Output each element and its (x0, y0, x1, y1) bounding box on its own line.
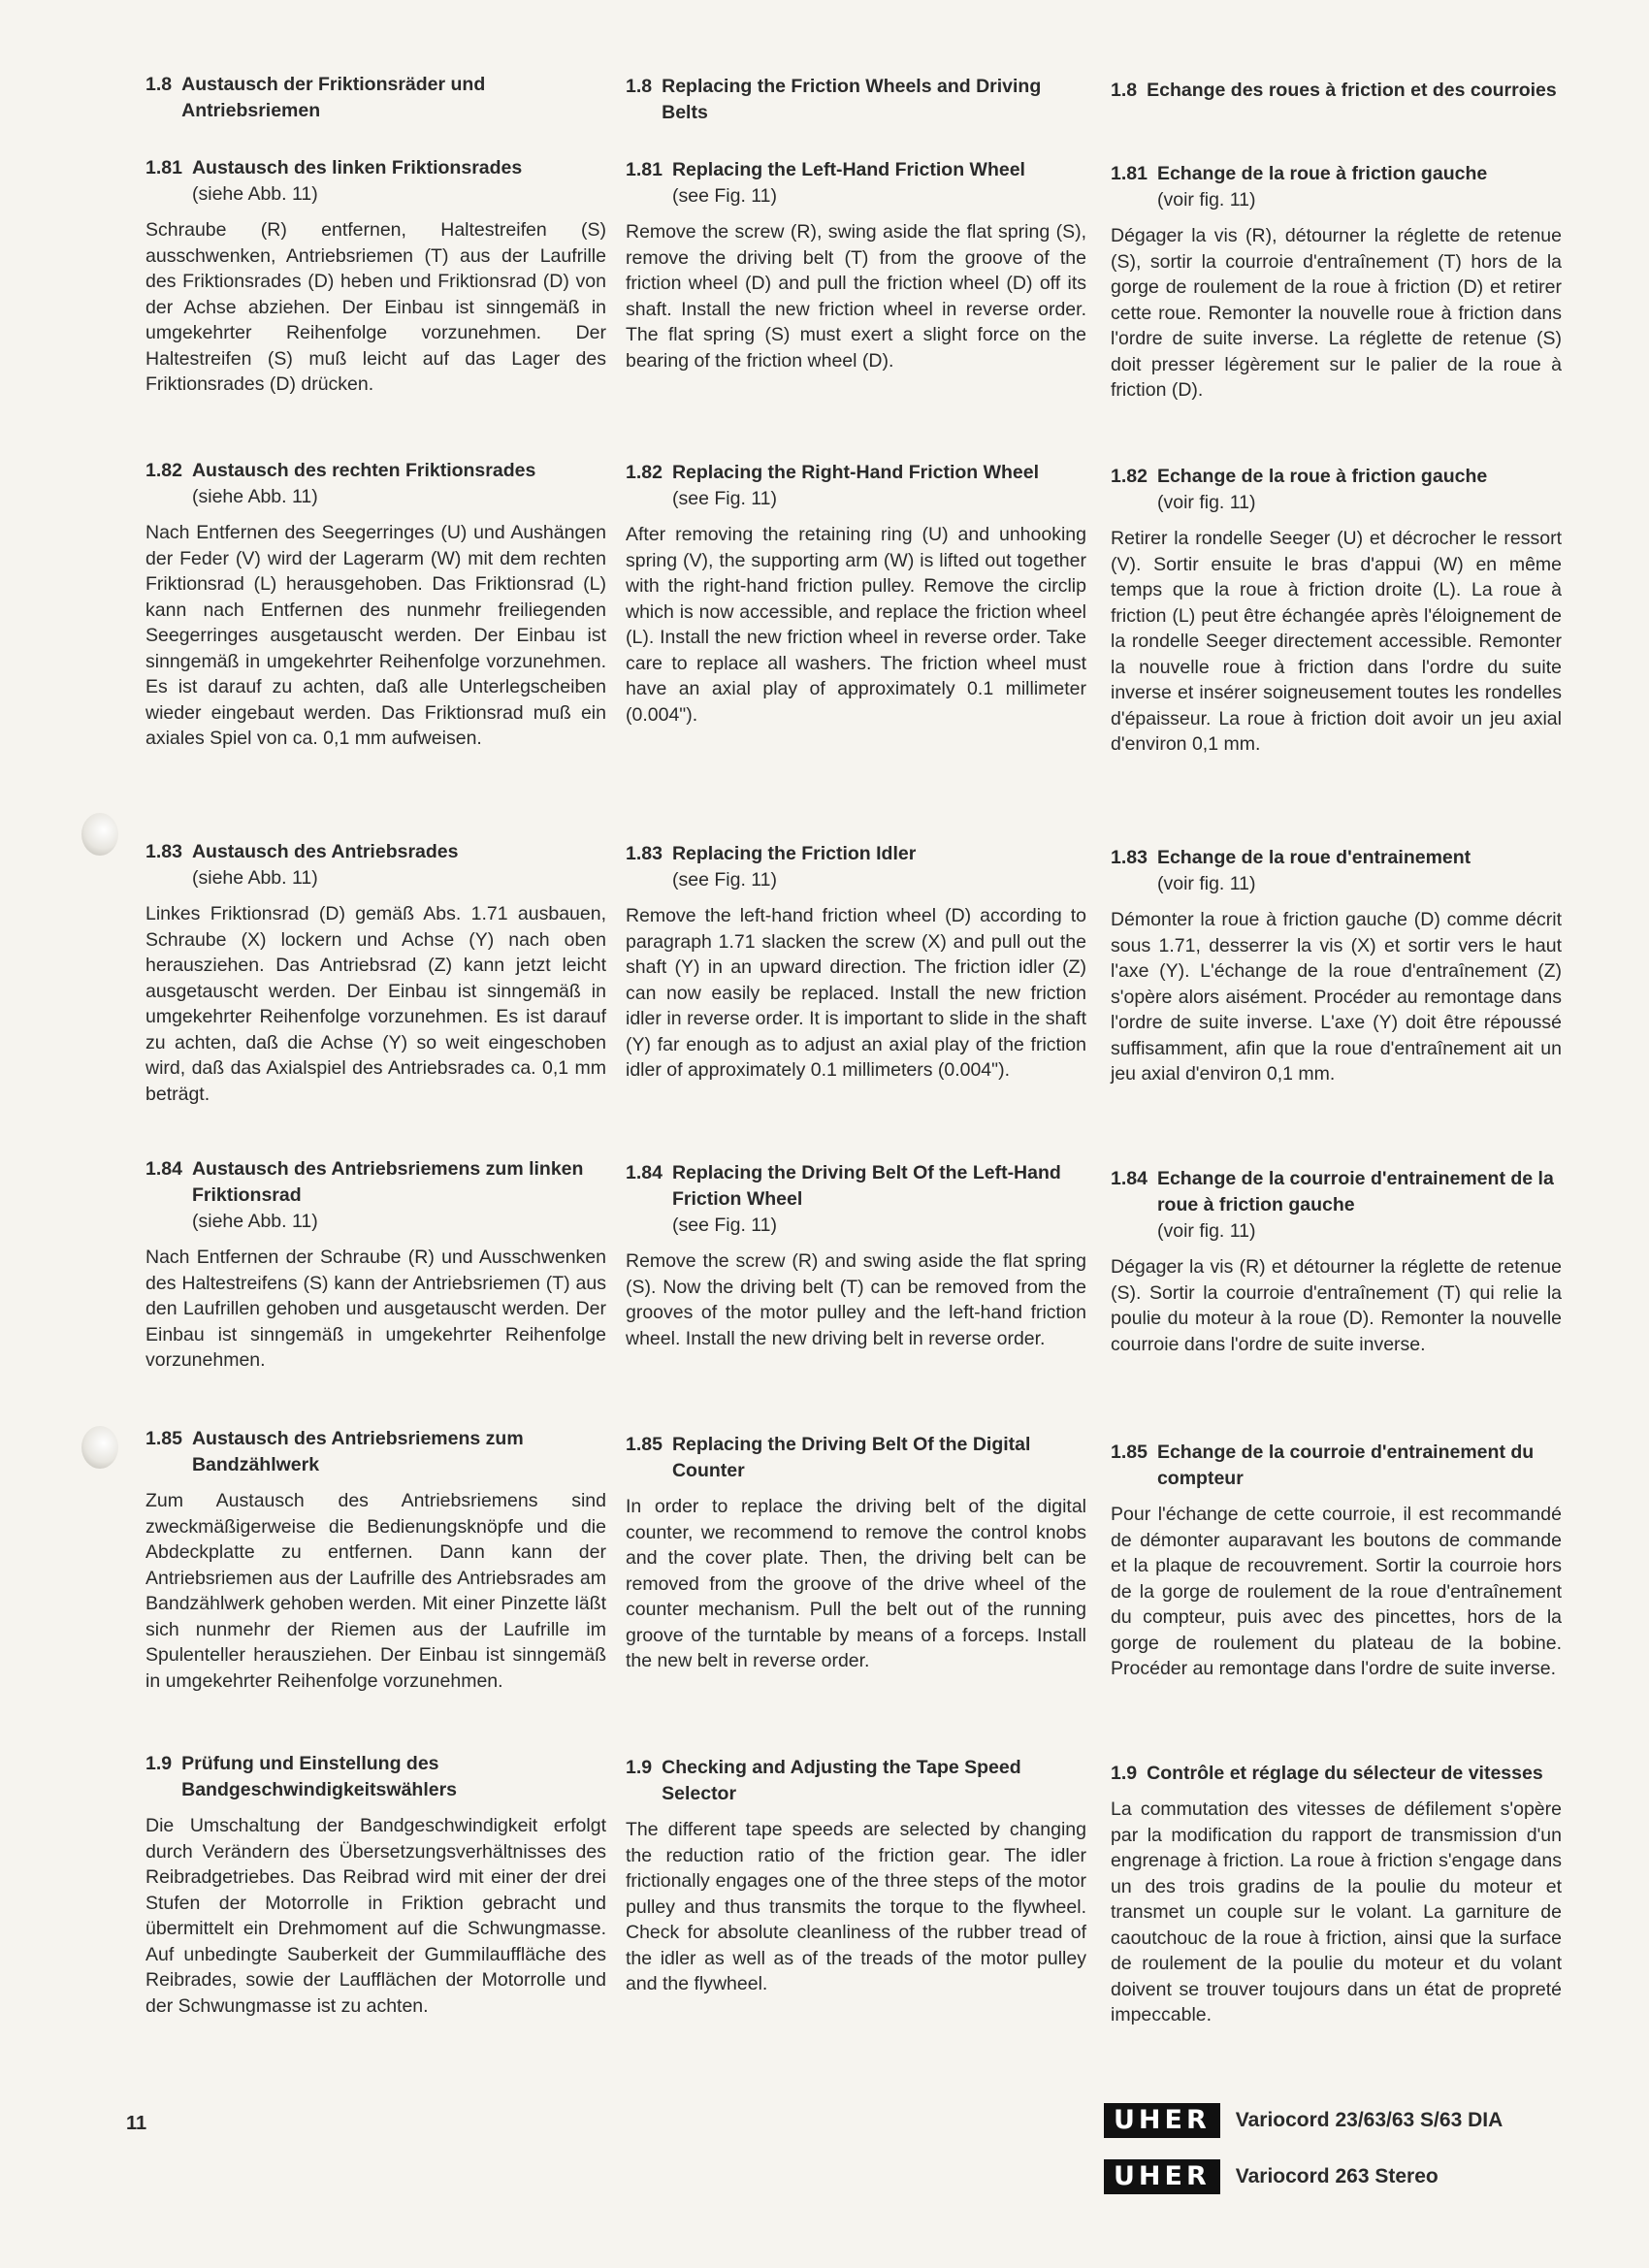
section-body: Remove the left-hand friction wheel (D) according to paragraph 1.71 slacken the screw (X) and pull out the shaft (Y) in an upward direction. The friction idler (Z) can now easily be replaced. Install the new friction idler in reverse order. It is important to slide in the shaft (Y) far enough as to adjust an axial play of the friction idler of approximately 0.1 millimeters (0.004"). (626, 905, 1086, 1081)
section-title: Echange de la roue d'entrainement (1156, 847, 1471, 868)
section-number: 1.82 (1111, 466, 1148, 487)
section-1-85 (1111, 1440, 1562, 1682)
section-body: Schraube (R) entfernen, Haltestreifen (S) ausschwenken, Antriebsriemen (T) aus der Laufrille des Friktionsrades (D) heben und Friktionsrad (D) von der Achse abziehen. Der Einbau ist sinngemäß in umgekehrter Reihenfolge vorzunehmen. Der Haltestreifen (S) muß leicht auf das Lager des Friktionsrades (D) drücken. (146, 219, 606, 395)
uher-logo: UHER (1104, 2159, 1220, 2194)
figure-reference: (siehe Abb. 11) (192, 486, 318, 507)
section-1-8 (626, 74, 1086, 126)
section-body: Pour l'échange de cette courroie, il est recommandé de démonter auparavant les boutons de commande et la plaque de recouvrement. Sortir la courroie hors de la gorge de roulement de la roue d'entraînement du compteur, puis avec des pincettes, hors de la gorge de roulement du plateau de la bobine. Procéder au remontage dans l'ordre de suite inverse. (1111, 1504, 1562, 1679)
section-1-9 (1111, 1761, 1562, 2028)
figure-reference: (voir fig. 11) (1157, 1220, 1256, 1242)
section-1-82 (626, 460, 1086, 728)
section-number: 1.81 (1111, 163, 1148, 184)
punch-hole-top (81, 813, 118, 856)
section-body: Die Umschaltung der Bandgeschwindigkeit erfolgt durch Verändern des Übersetzungsverhältnisses des Reibradgetriebes. Das Reibrad wird mit einer der drei Stufen der Motorrolle in Friktion gebracht und übermittelt ein Drehmoment auf die Schwungmasse. Auf unbedingte Sauberkeit der Gummilauffläche des Reibrades, sowie der Laufflächen der Motorrolle und der Schwungmasse ist zu achten. (146, 1815, 606, 2017)
section-body: Remove the screw (R), swing aside the flat spring (S), remove the driving belt (T) from the groove of the friction wheel (D) and pull the friction wheel (D) off its shaft. Install the new friction wheel in reverse order. The flat spring (S) must exert a slight force on the bearing of the friction wheel (D). (626, 221, 1086, 372)
section-1-84 (146, 1156, 606, 1374)
section-title: Contrôle et réglage du sélecteur de vitesses (1147, 1763, 1543, 1784)
section-1-82 (1111, 464, 1562, 758)
section-1-83 (146, 839, 606, 1107)
figure-reference: (siehe Abb. 11) (192, 183, 318, 205)
brand-line-2 (1104, 2159, 1439, 2194)
section-1-81 (146, 155, 606, 398)
section-body: Linkes Friktionsrad (D) gemäß Abs. 1.71 ausbauen, Schraube (X) lockern und Achse (Y) nach oben herausziehen. Das Antriebsrad (Z) kann jetzt leicht ausgetauscht werden. Der Einbau ist sinngemäß in umgekehrter Reihenfolge vorzunehmen. Es ist darauf zu achten, daß die Achse (Y) so weit eingeschoben wird, daß das Axialspiel des Antriebsrades ca. 0,1 mm beträgt. (146, 903, 606, 1105)
section-number: 1.8 (626, 76, 653, 97)
section-number: 1.82 (146, 460, 182, 481)
section-number: 1.84 (146, 1158, 182, 1180)
section-body: Zum Austausch des Antriebsriemens sind zweckmäßigerweise die Bedienungsknöpfe und die Abdeckplatte zu entfernen. Dann kann der Antriebsriemen aus der Laufrille des Antriebsrades am Bandzählwerk gehoben werden. Mit einer Pinzette läßt sich nunmehr der Riemen aus der Laufrille im Spulenteller herausziehen. Der Einbau ist sinngemäß in umgekehrter Reihenfolge vorzunehmen. (146, 1490, 606, 1692)
section-title: Checking and Adjusting the Tape Speed Selector (662, 1757, 1021, 1804)
section-body: The different tape speeds are selected by changing the reduction ratio of the friction gear. The idler frictionally engages one of the three steps of the motor pulley and thus transmits the torque to the flywheel. Check for absolute cleanliness of the rubber tread of the idler as well as of the treads of the motor pulley and the flywheel. (626, 1819, 1086, 1994)
section-body: After removing the retaining ring (U) and unhooking spring (V), the supporting arm (W) is lifted out together with the right-hand friction pulley. Remove the circlip which is now accessible, and replace the friction wheel (L). Install the new friction wheel in reverse order. Take care to replace all washers. The friction wheel must have an axial play of approximately 0.1 millimeter (0.004"). (626, 524, 1086, 726)
section-1-85 (626, 1432, 1086, 1674)
section-number: 1.84 (1111, 1168, 1148, 1189)
figure-reference: (see Fig. 11) (672, 488, 778, 509)
section-title: Prüfung und Einstellung des Bandgeschwindigkeitswählers (181, 1753, 458, 1800)
section-1-8 (1111, 78, 1562, 104)
section-number: 1.84 (626, 1162, 663, 1183)
section-number: 1.81 (146, 157, 182, 178)
section-number: 1.82 (626, 462, 663, 483)
section-number: 1.83 (146, 841, 182, 862)
model-name: Variocord 263 Stereo (1235, 2165, 1439, 2187)
section-1-85 (146, 1426, 606, 1694)
section-body: Dégager la vis (R) et détourner la réglette de retenue (S). Sortir la courroie d'entraînement (T) qui relie la poulie du moteur à la roue (D). Remonter la nouvelle courroie dans l'ordre de suite inverse. (1111, 1256, 1562, 1355)
section-title: Replacing the Driving Belt Of the Digital Counter (671, 1434, 1031, 1481)
figure-reference: (voir fig. 11) (1157, 492, 1256, 513)
section-1-83 (1111, 845, 1562, 1087)
section-body: Remove the screw (R) and swing aside the flat spring (S). Now the driving belt (T) can be removed from the grooves of the motor pulley and the left-hand friction wheel. Install the new driving belt in reverse order. (626, 1250, 1086, 1349)
section-body: Nach Entfernen des Seegerringes (U) und Aushängen der Feder (V) wird der Lagerarm (W) mit dem rechten Friktionsrad (L) herausgehoben. Das Friktionsrad (L) kann nach Entfernen des nunmehr freiliegenden Seegerringes ausgetauscht werden. Der Einbau ist sinngemäß in umgekehrter Reihenfolge vorzunehmen. Es ist darauf zu achten, daß alle Unterlegscheiben wieder eingebaut werden. Das Friktionsrad muß ein axiales Spiel von ca. 0,1 mm aufweisen. (146, 522, 606, 749)
section-number: 1.9 (1111, 1763, 1138, 1784)
section-title: Austausch des rechten Friktionsrades (191, 460, 536, 481)
section-1-82 (146, 458, 606, 752)
section-title: Replacing the Friction Wheels and Driving Belts (662, 76, 1042, 123)
section-title: Austausch des Antriebsriemens zum linken Friktionsrad (191, 1158, 584, 1206)
model-name: Variocord 23/63/63 S/63 DIA (1235, 2109, 1504, 2131)
figure-reference: (voir fig. 11) (1157, 873, 1256, 894)
section-body: Nach Entfernen der Schraube (R) und Ausschwenken des Haltestreifens (S) kann der Antriebsriemen (T) aus den Laufrillen gehoben und ausgetauscht werden. Der Einbau ist sinngemäß in umgekehrter Reihenfolge vorzunehmen. (146, 1247, 606, 1371)
section-title: Replacing the Right-Hand Friction Wheel (671, 462, 1040, 483)
figure-reference: (siehe Abb. 11) (192, 1211, 318, 1232)
figure-reference: (see Fig. 11) (672, 185, 778, 207)
brand-line-1 (1104, 2103, 1503, 2138)
section-number: 1.85 (1111, 1442, 1148, 1463)
section-title: Echange des roues à friction et des courroies (1147, 80, 1557, 101)
section-number: 1.9 (146, 1753, 173, 1774)
section-1-84 (626, 1160, 1086, 1351)
section-title: Replacing the Friction Idler (671, 843, 917, 864)
section-body: Retirer la rondelle Seeger (U) et décrocher le ressort (V). Sortir ensuite le bras d'appui (W) en même temps que la roue à friction droite (L). La roue à friction (L) peut être échangée après l'éloignement de la rondelle Seeger directement accessible. Remonter la nouvelle roue à friction dans l'ordre du suite inverse et insérer soigneusement toutes les rondelles d'épaisseur. La roue à friction doit avoir un jeu axial d'environ 0,1 mm. (1111, 528, 1562, 755)
section-title: Echange de la courroie d'entrainement de la roue à friction gauche (1156, 1168, 1554, 1215)
section-number: 1.8 (146, 74, 173, 95)
section-number: 1.85 (626, 1434, 663, 1455)
section-1-8 (146, 72, 606, 124)
section-title: Austausch der Friktionsräder und Antriebsriemen (181, 74, 486, 121)
uher-logo: UHER (1104, 2103, 1220, 2138)
section-title: Replacing the Left-Hand Friction Wheel (671, 159, 1025, 180)
section-1-84 (1111, 1166, 1562, 1357)
section-1-81 (1111, 161, 1562, 404)
section-title: Echange de la roue à friction gauche (1156, 163, 1488, 184)
section-title: Austausch des linken Friktionsrades (191, 157, 523, 178)
section-number: 1.9 (626, 1757, 653, 1778)
section-number: 1.83 (626, 843, 663, 864)
section-body: In order to replace the driving belt of the digital counter, we recommend to remove the control knobs and the cover plate. Then, the driving belt can be removed from the groove of the drive wheel of the counter mechanism. Pull the belt out of the running groove of the turntable by means of a forceps. Install the new belt in reverse order. (626, 1496, 1086, 1671)
section-body: La commutation des vitesses de défilement s'opère par la modification du rapport de transmission d'un engrenage à friction. La roue à friction s'engage dans un des trois gradins de la poulie du moteur et transmet un couple sur le volant. La garniture de caoutchouc de la roue à friction, ainsi que la surface de roulement de la poulie du moteur et du volant doivent se trouver toujours dans un état de propreté impeccable. (1111, 1798, 1562, 2025)
section-title: Replacing the Driving Belt Of the Left-Hand Friction Wheel (671, 1162, 1061, 1210)
section-title: Echange de la roue à friction gauche (1156, 466, 1488, 487)
section-title: Austausch des Antriebsrades (191, 841, 459, 862)
section-title: Austausch des Antriebsriemens zum Bandzählwerk (191, 1428, 524, 1475)
section-1-9 (146, 1751, 606, 2019)
section-1-83 (626, 841, 1086, 1084)
figure-reference: (see Fig. 11) (672, 869, 778, 891)
figure-reference: (siehe Abb. 11) (192, 867, 318, 889)
section-number: 1.83 (1111, 847, 1148, 868)
section-number: 1.85 (146, 1428, 182, 1449)
section-number: 1.81 (626, 159, 663, 180)
section-body: Dégager la vis (R), détourner la réglette de retenue (S), sortir la courroie d'entraînement (T) hors de la gorge de roulement de la roue à friction (D) et retirer cette roue. Remonter la nouvelle roue à friction dans l'ordre de suite inverse. La réglette de retenue (S) doit presser légèrement sur le palier de la roue à friction (D). (1111, 225, 1562, 401)
punch-hole-bottom (81, 1426, 118, 1469)
section-1-9 (626, 1755, 1086, 1997)
section-1-81 (626, 157, 1086, 373)
figure-reference: (voir fig. 11) (1157, 189, 1256, 211)
section-body: Démonter la roue à friction gauche (D) comme décrit sous 1.71, desserrer la vis (X) et sortir vers le haut l'axe (Y). L'échange de la roue d'entraînement (Z) s'opère alors aisément. Procéder au remontage dans l'ordre de suite inverse. L'axe (Y) doit être répoussé suffisamment, afin que la roue d'entraînement ait un jeu axial d'environ 0,1 mm. (1111, 909, 1562, 1085)
figure-reference: (see Fig. 11) (672, 1215, 778, 1236)
section-number: 1.8 (1111, 80, 1138, 101)
page-number: 11 (126, 2113, 147, 2134)
section-title: Echange de la courroie d'entrainement du compteur (1156, 1442, 1535, 1489)
